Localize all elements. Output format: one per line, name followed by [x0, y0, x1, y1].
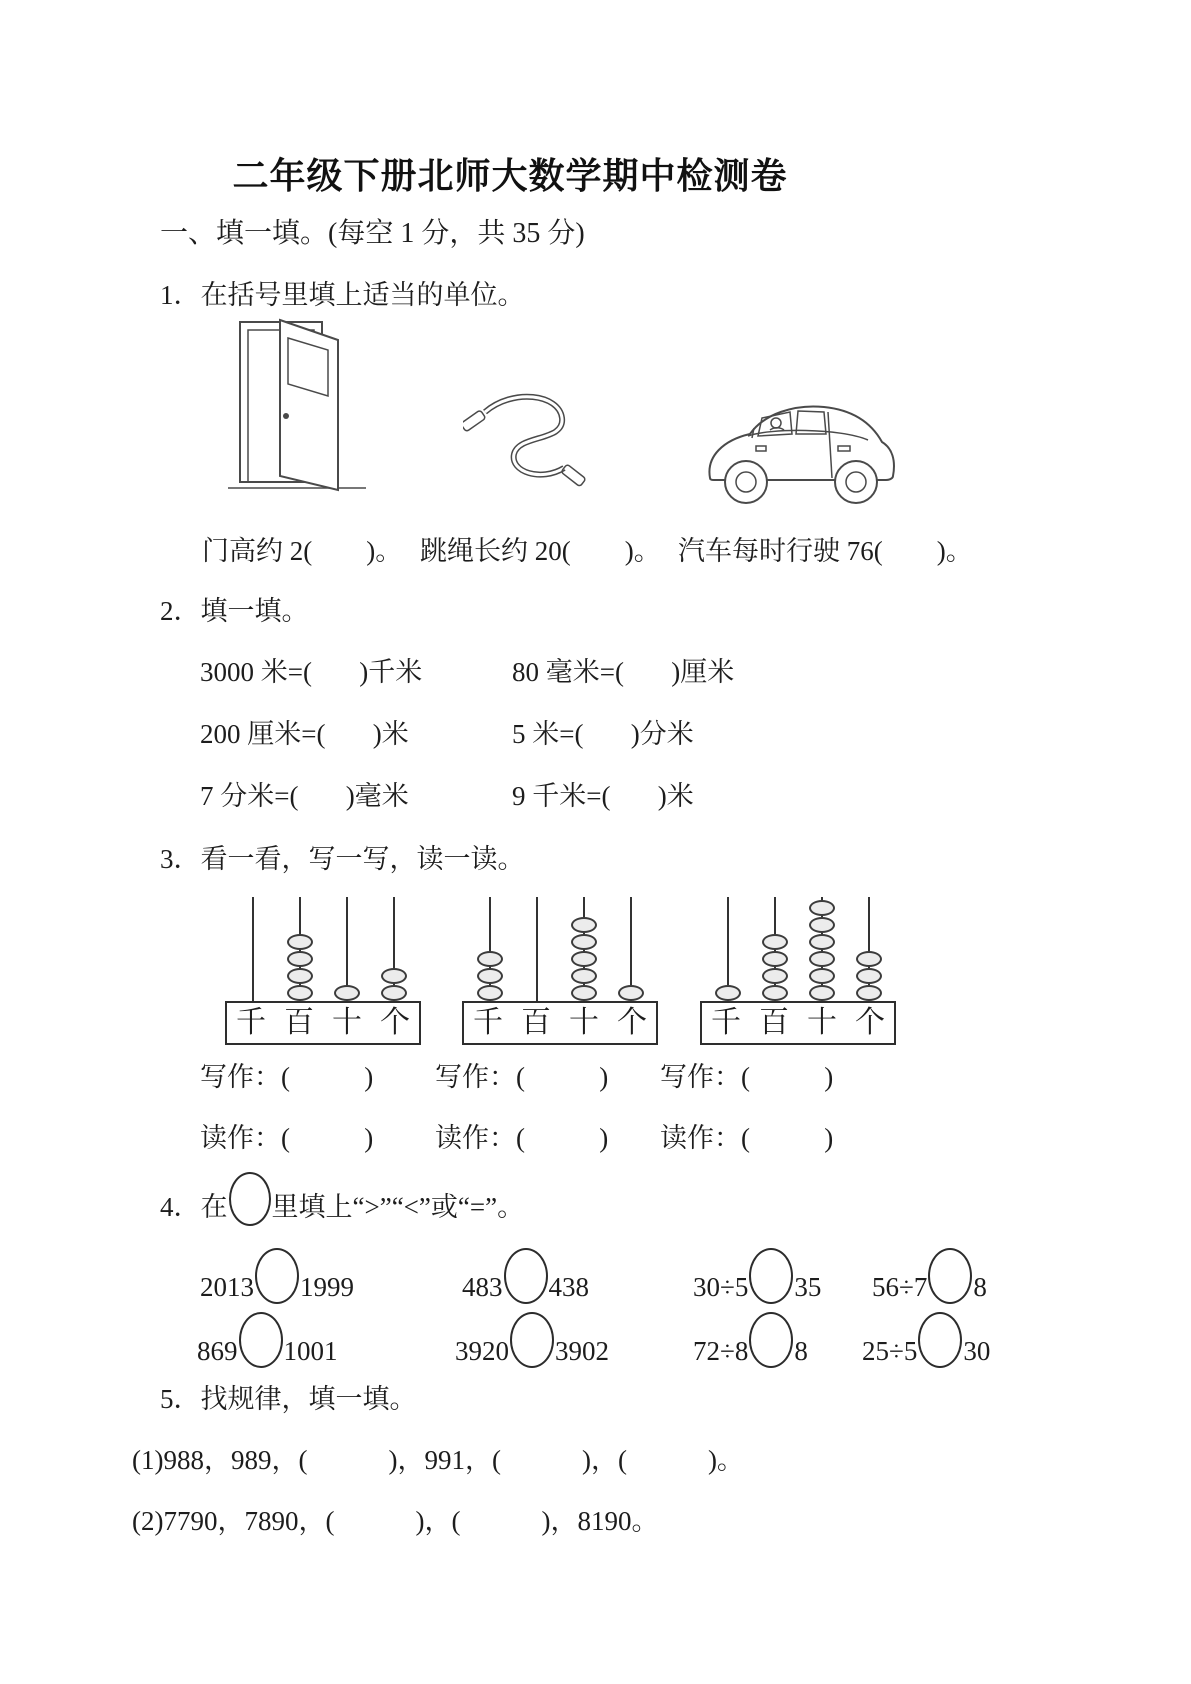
- abacus-frame: [700, 1001, 896, 1045]
- abacus: [462, 897, 658, 1045]
- abacus-bead: [477, 968, 503, 984]
- abacus-rod: [370, 897, 417, 1001]
- comparison-circle: [749, 1312, 793, 1368]
- abacus-bead: [287, 968, 313, 984]
- comparison-left: 30÷5: [693, 1272, 749, 1302]
- write-as-blank: 写作：( ): [435, 1062, 609, 1092]
- read-as-blank: 读作：( ): [200, 1123, 374, 1153]
- abacus-rod: [513, 897, 560, 1001]
- abacus-bead: [762, 934, 788, 950]
- place-value-label: 千: [236, 1006, 266, 1039]
- unit-caption-rope: 跳绳长约 20( )。: [420, 536, 661, 566]
- abacus-bead: [287, 951, 313, 967]
- car-illustration: [700, 398, 900, 510]
- question-5-heading: 5．找规律，填一填。: [160, 1384, 417, 1414]
- answer-circle: [229, 1172, 271, 1226]
- abacus-bead: [809, 900, 835, 916]
- comparison-circle: [239, 1312, 283, 1368]
- abacus: [225, 897, 421, 1045]
- abacus-bead: [618, 985, 644, 1001]
- comparison-circle: [255, 1248, 299, 1304]
- place-value-label: 十: [332, 1006, 362, 1039]
- abacus-rod: [323, 897, 370, 1001]
- conversion-item: 80 毫米=( )厘米: [512, 657, 735, 687]
- abacus-rod: [229, 897, 276, 1001]
- abacus-rod: [798, 897, 845, 1001]
- abacus-bead: [809, 968, 835, 984]
- comparison-item: [200, 1248, 354, 1306]
- abacus: [700, 897, 896, 1045]
- conversion-item: 200 厘米=( )米: [200, 719, 409, 749]
- abacus-frame: [462, 1001, 658, 1045]
- conversion-item: 3000 米=( )千米: [200, 657, 423, 687]
- abacus-bead: [334, 985, 360, 1001]
- abacus-bead: [809, 951, 835, 967]
- comparison-left: 25÷5: [862, 1336, 918, 1366]
- unit-caption-door: 门高约 2( )。: [202, 536, 403, 566]
- sequence-line-2: (2)7790，7890，( )，( )，8190。: [132, 1506, 659, 1536]
- write-as-blank: 写作：( ): [200, 1062, 374, 1092]
- comparison-item: [197, 1312, 338, 1370]
- read-as-blank: 读作：( ): [435, 1123, 609, 1153]
- abacus-bead: [571, 968, 597, 984]
- comparison-left: 72÷8: [693, 1336, 749, 1366]
- abacus-bead: [809, 917, 835, 933]
- comparison-right: 30: [963, 1336, 991, 1366]
- comparison-left: 3920: [455, 1336, 509, 1366]
- abacus-bead: [571, 917, 597, 933]
- abacus-rod: [704, 897, 751, 1001]
- comparison-right: 3902: [555, 1336, 609, 1366]
- abacus-bead: [381, 968, 407, 984]
- abacus-bead: [571, 934, 597, 950]
- page-title: 二年级下册北师大数学期中检测卷: [232, 155, 788, 196]
- question-4-heading-suffix: 里填上“>”“<”或“=”。: [271, 1192, 525, 1222]
- abacus-bead: [287, 985, 313, 1001]
- jump-rope-illustration: [463, 386, 601, 494]
- comparison-circle: [504, 1248, 548, 1304]
- comparison-left: 56÷7: [872, 1272, 928, 1302]
- abacus-bead: [762, 951, 788, 967]
- section-1-heading: 一、填一填。(每空 1 分，共 35 分): [160, 218, 585, 249]
- comparison-right: 8: [973, 1272, 987, 1302]
- comparison-circle: [749, 1248, 793, 1304]
- comparison-circle: [928, 1248, 972, 1304]
- abacus-bead: [809, 985, 835, 1001]
- comparison-right: 1999: [300, 1272, 354, 1302]
- abacus-rod: [466, 897, 513, 1001]
- place-value-label: 千: [473, 1006, 503, 1039]
- abacus-bead: [856, 968, 882, 984]
- abacus-bead: [571, 985, 597, 1001]
- question-4-heading-prefix: 4．在: [160, 1192, 228, 1222]
- abacus-bead: [477, 951, 503, 967]
- read-as-blank: 读作：( ): [660, 1123, 834, 1153]
- door-illustration: [228, 316, 366, 494]
- place-value-label: 个: [617, 1006, 647, 1039]
- place-value-label: 百: [521, 1006, 551, 1039]
- place-value-label: 百: [284, 1006, 314, 1039]
- abacus-bead: [477, 985, 503, 1001]
- abacus-rod: [276, 897, 323, 1001]
- abacus-bead: [856, 985, 882, 1001]
- abacus-bead: [856, 951, 882, 967]
- place-value-label: 千: [711, 1006, 741, 1039]
- comparison-item: [862, 1312, 990, 1370]
- abacus-bead: [715, 985, 741, 1001]
- comparison-left: 2013: [200, 1272, 254, 1302]
- comparison-item: [693, 1248, 821, 1306]
- conversion-item: 7 分米=( )毫米: [200, 781, 409, 811]
- abacus-bead: [381, 985, 407, 1001]
- unit-caption-car: 汽车每时行驶 76( )。: [678, 536, 973, 566]
- comparison-circle: [510, 1312, 554, 1368]
- comparison-left: 483: [462, 1272, 503, 1302]
- abacus-bead: [287, 934, 313, 950]
- comparison-item: [872, 1248, 987, 1306]
- abacus-bead: [571, 951, 597, 967]
- comparison-circle: [918, 1312, 962, 1368]
- abacus-rods: [704, 897, 892, 1001]
- abacus-frame: [225, 1001, 421, 1045]
- question-2-heading: 2．填一填。: [160, 596, 309, 626]
- place-value-label: 百: [759, 1006, 789, 1039]
- comparison-right: 1001: [283, 1336, 338, 1366]
- abacus-rod: [560, 897, 607, 1001]
- abacus-rods: [229, 897, 417, 1001]
- place-value-label: 个: [380, 1006, 410, 1039]
- place-value-label: 个: [855, 1006, 885, 1039]
- comparison-item: [462, 1248, 589, 1306]
- sequence-line-1: (1)988，989，( )，991，( )，( )。: [132, 1445, 744, 1475]
- comparison-item: [455, 1312, 609, 1370]
- abacus-bead: [809, 934, 835, 950]
- place-value-label: 十: [569, 1006, 599, 1039]
- abacus-rod: [607, 897, 654, 1001]
- question-4-heading: [160, 1172, 524, 1236]
- abacus-bead: [762, 985, 788, 1001]
- comparison-right: 8: [794, 1336, 808, 1366]
- question-3-heading: 3．看一看，写一写，读一读。: [160, 844, 525, 874]
- conversion-item: 9 千米=( )米: [512, 781, 694, 811]
- comparison-item: [693, 1312, 808, 1370]
- conversion-item: 5 米=( )分米: [512, 719, 694, 749]
- comparison-left: 869: [197, 1336, 238, 1366]
- abacus-bead: [762, 968, 788, 984]
- write-as-blank: 写作：( ): [660, 1062, 834, 1092]
- abacus-rod: [845, 897, 892, 1001]
- comparison-right: 35: [794, 1272, 822, 1302]
- question-1-heading: 1．在括号里填上适当的单位。: [160, 280, 525, 310]
- place-value-label: 十: [807, 1006, 837, 1039]
- abacus-rods: [466, 897, 654, 1001]
- comparison-right: 438: [548, 1272, 589, 1302]
- abacus-rod: [751, 897, 798, 1001]
